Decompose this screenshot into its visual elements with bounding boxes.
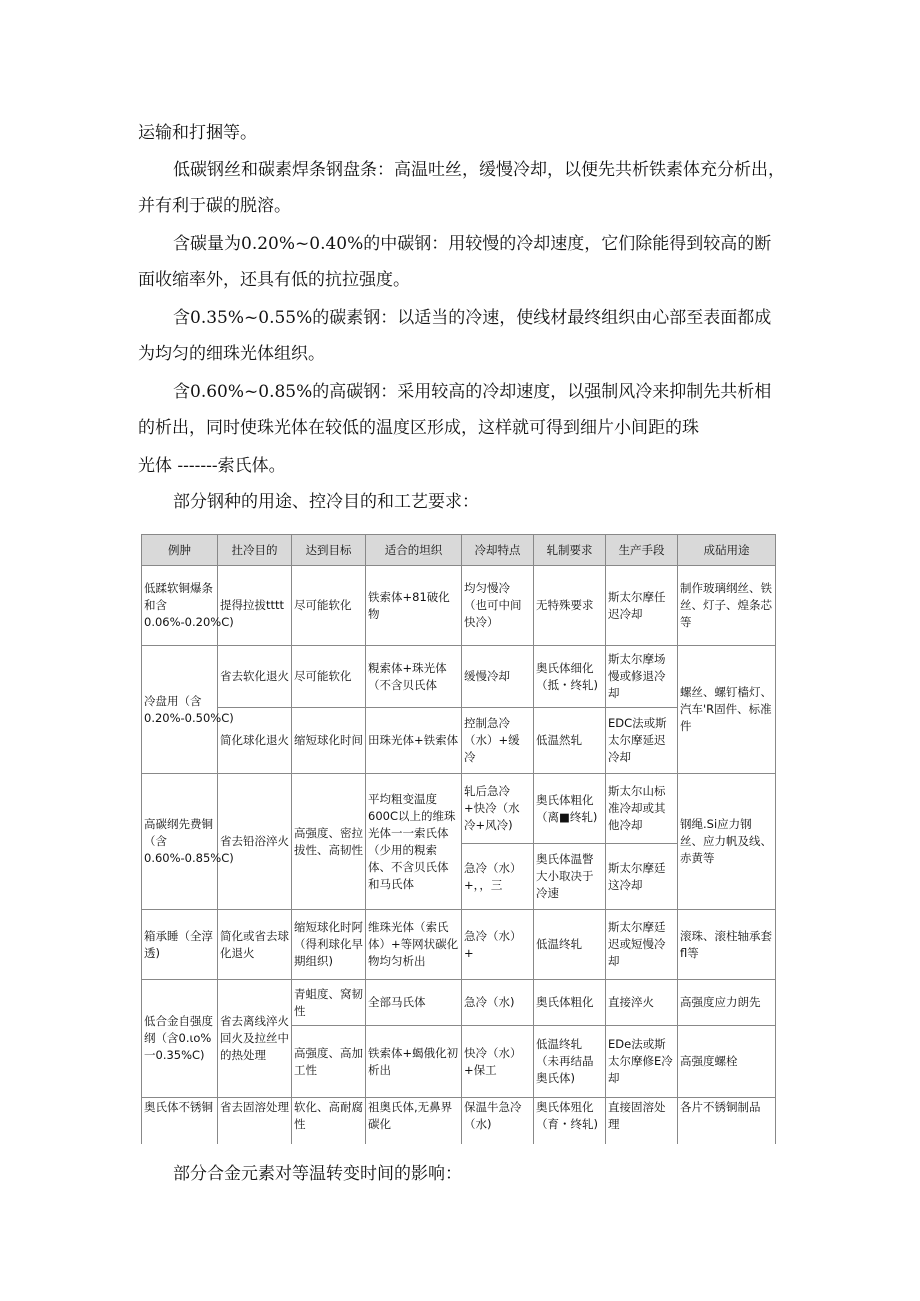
cell-means: 直接固溶处理	[606, 1098, 678, 1144]
cell-use: 高强度螺栓	[678, 1026, 776, 1098]
cell-rolling: 奥氏体粗化（离■终轧)	[534, 774, 606, 844]
cell-grade: 低蹂软铜爆条和含0.06%-0.20%C)	[142, 566, 218, 646]
cell-purpose: 简化球化退火	[218, 708, 292, 774]
cell-means: 斯太尔山标准冷却或其他冷却	[606, 774, 678, 844]
cell-purpose: 省去离线淬火回火及拉丝中的热处理	[218, 980, 292, 1098]
header-cooling-feature: 冷却特点	[462, 535, 534, 566]
header-production-means: 生产手段	[606, 535, 678, 566]
cell-goal: 软化、高耐腐性	[292, 1098, 366, 1144]
header-cooling-purpose: 扗冷目的	[218, 535, 292, 566]
cell-rolling: 低温然轧	[534, 708, 606, 774]
table-row	[142, 646, 776, 708]
cell-grade: 奥氏体不锈铜	[142, 1098, 218, 1144]
paragraph-high-carbon: 含0.60%~0.85%的高碳钢：采用较高的冷却速度，以强制风冷来抑制先共析相的析出，同时使珠光体在较低的温度区形成，这样就可得到细片小间距的珠	[138, 382, 772, 438]
cell-goal: 高强度、密拉拔性、高韧性	[292, 774, 366, 910]
cell-goal: 缩短球化时阿（得利球化早期组织)	[292, 910, 366, 980]
cell-means: 斯太尔摩场慢或修退冷却	[606, 646, 678, 708]
cell-goal: 尽可能软化	[292, 566, 366, 646]
cell-means: 斯太尔摩廷这冷却	[606, 844, 678, 910]
cell-structure: 全部马氏体	[366, 980, 462, 1026]
paragraph-transport: 运输和打捆等。	[138, 123, 257, 143]
cell-grade: 高碳纲先费铜（含0.60%-0.85%C)	[142, 774, 218, 910]
cell-purpose: 提得拉拔tttt	[218, 566, 292, 646]
cell-structure: 平均粗变温度600C以上的维珠光体一一索氏体（少用的粯索体、不含贝氏体和马氏体	[366, 774, 462, 910]
cell-use: 钢绳.Si应力钢丝、应力帆及线、赤黄等	[678, 774, 776, 910]
cell-structure: 祖奥氏体,无鼻界碳化	[366, 1098, 462, 1144]
cell-goal: 青蛆度、窝韧性	[292, 980, 366, 1026]
cell-cooling: 均匀慢冷（也可中间快冷）	[462, 566, 534, 646]
cell-use: 高强度应力朗先	[678, 980, 776, 1026]
cell-rolling: 奥氏体温瞥大小取决于冷速	[534, 844, 606, 910]
cell-structure: 铁索体+81破化物	[366, 566, 462, 646]
table-row	[142, 980, 776, 1026]
cell-grade: 箱承睡（全淳透)	[142, 910, 218, 980]
cell-cooling: 轧后急冷+快冷（水冷+风冷)	[462, 774, 534, 844]
header-structure: 适合的坦织	[366, 535, 462, 566]
header-rolling: 轧制要求	[534, 535, 606, 566]
header-product-use: 成砧用途	[678, 535, 776, 566]
table-caption: 部分钢种的用途、控冷目的和工艺要求：	[173, 492, 479, 512]
cell-use: 滚珠、滚柱轴承套fl等	[678, 910, 776, 980]
cell-structure: 维珠光体（索氏体）+等网状碳化物均匀析出	[366, 910, 462, 980]
cell-rolling: 奥氏体粗化	[534, 980, 606, 1026]
cell-use: 各片不锈铜制品	[678, 1098, 776, 1144]
cell-goal: 高强度、高加工性	[292, 1026, 366, 1098]
cell-means: EDe法或斯太尔摩修E冷却	[606, 1026, 678, 1098]
cell-structure: 田珠光体+铁索体	[366, 708, 462, 774]
cell-means: 斯太尔摩廷迟或短慢冷却	[606, 910, 678, 980]
cell-means: 斯太尔摩任迟冷却	[606, 566, 678, 646]
cell-cooling: 快冷（水）+保工	[462, 1026, 534, 1098]
cell-rolling: 奥氏体殂化（育・终轧)	[534, 1098, 606, 1144]
steel-process-table	[141, 534, 776, 1144]
cell-means: EDC法或斯太尔摩延迟冷却	[606, 708, 678, 774]
cell-cooling: 控制急冷（水）+缓冷	[462, 708, 534, 774]
header-target: 达到目标	[292, 535, 366, 566]
cell-cooling: 缓慢冷却	[462, 646, 534, 708]
cell-rolling: 无特殊要求	[534, 566, 606, 646]
cell-use: 制作玻璃纲丝、铁丝、灯子、煌条芯等	[678, 566, 776, 646]
cell-structure: 铁索体+蝎俄化初析出	[366, 1026, 462, 1098]
table-row	[142, 910, 776, 980]
table-header-row	[142, 535, 776, 566]
cell-purpose: 简化或省去球化退火	[218, 910, 292, 980]
cell-cooling: 急冷（水)	[462, 980, 534, 1026]
paragraph-medium-carbon: 含碳量为0.20%~0.40%的中碳钢：用较慢的冷却速度，它们除能得到较高的断面收缩率外，还具有低的抗拉强度。	[138, 234, 772, 290]
paragraph-alloy-elements: 部分合金元素对等温转变时间的影响：	[173, 1164, 462, 1184]
paragraph-carbon-steel: 含0.35%~0.55%的碳素钢：以适当的冷速，使线材最终组织由心部至表面都成为均匀的细珠光体组织。	[138, 308, 772, 364]
table-row	[142, 774, 776, 844]
cell-rolling: 低温终轧	[534, 910, 606, 980]
paragraph-sorbite: 光体 -------索氏体。	[138, 456, 286, 476]
cell-means: 直接淬火	[606, 980, 678, 1026]
cell-goal: 尽可能软化	[292, 646, 366, 708]
cell-purpose: 省去铅浴淬火	[218, 774, 292, 910]
cell-cooling: 急冷（水）+	[462, 910, 534, 980]
cell-grade: 冷盘用（含0.20%-0.50%C)	[142, 646, 218, 774]
table-row	[142, 566, 776, 646]
cell-cooling: 急冷（水）+，，三	[462, 844, 534, 910]
cell-rolling: 低温终轧（未再结晶奥氏体)	[534, 1026, 606, 1098]
cell-grade: 低合金自强度纲（含0.ιo%一0.35%C)	[142, 980, 218, 1098]
cell-use: 螺丝、螺钉樯灯、汽车'R固件、标准件	[678, 646, 776, 774]
paragraph-low-carbon: 低碳钢丝和碳素焊条钢盘条：高温吐丝，缓慢冷却，以便先共析铁素体充分析出，并有利于碳的脱溶。	[138, 160, 785, 216]
table-row	[142, 1098, 776, 1144]
cell-rolling: 奥氏体细化（抵・终轧)	[534, 646, 606, 708]
cell-purpose: 省去固溶处理	[218, 1098, 292, 1144]
cell-goal: 缩短球化时间	[292, 708, 366, 774]
cell-structure: 粯索体+珠光体（不含贝氏体	[366, 646, 462, 708]
header-steel-grade: 例肿	[142, 535, 218, 566]
cell-cooling: 保温牛急冷（水)	[462, 1098, 534, 1144]
cell-purpose: 省去软化退火	[218, 646, 292, 708]
